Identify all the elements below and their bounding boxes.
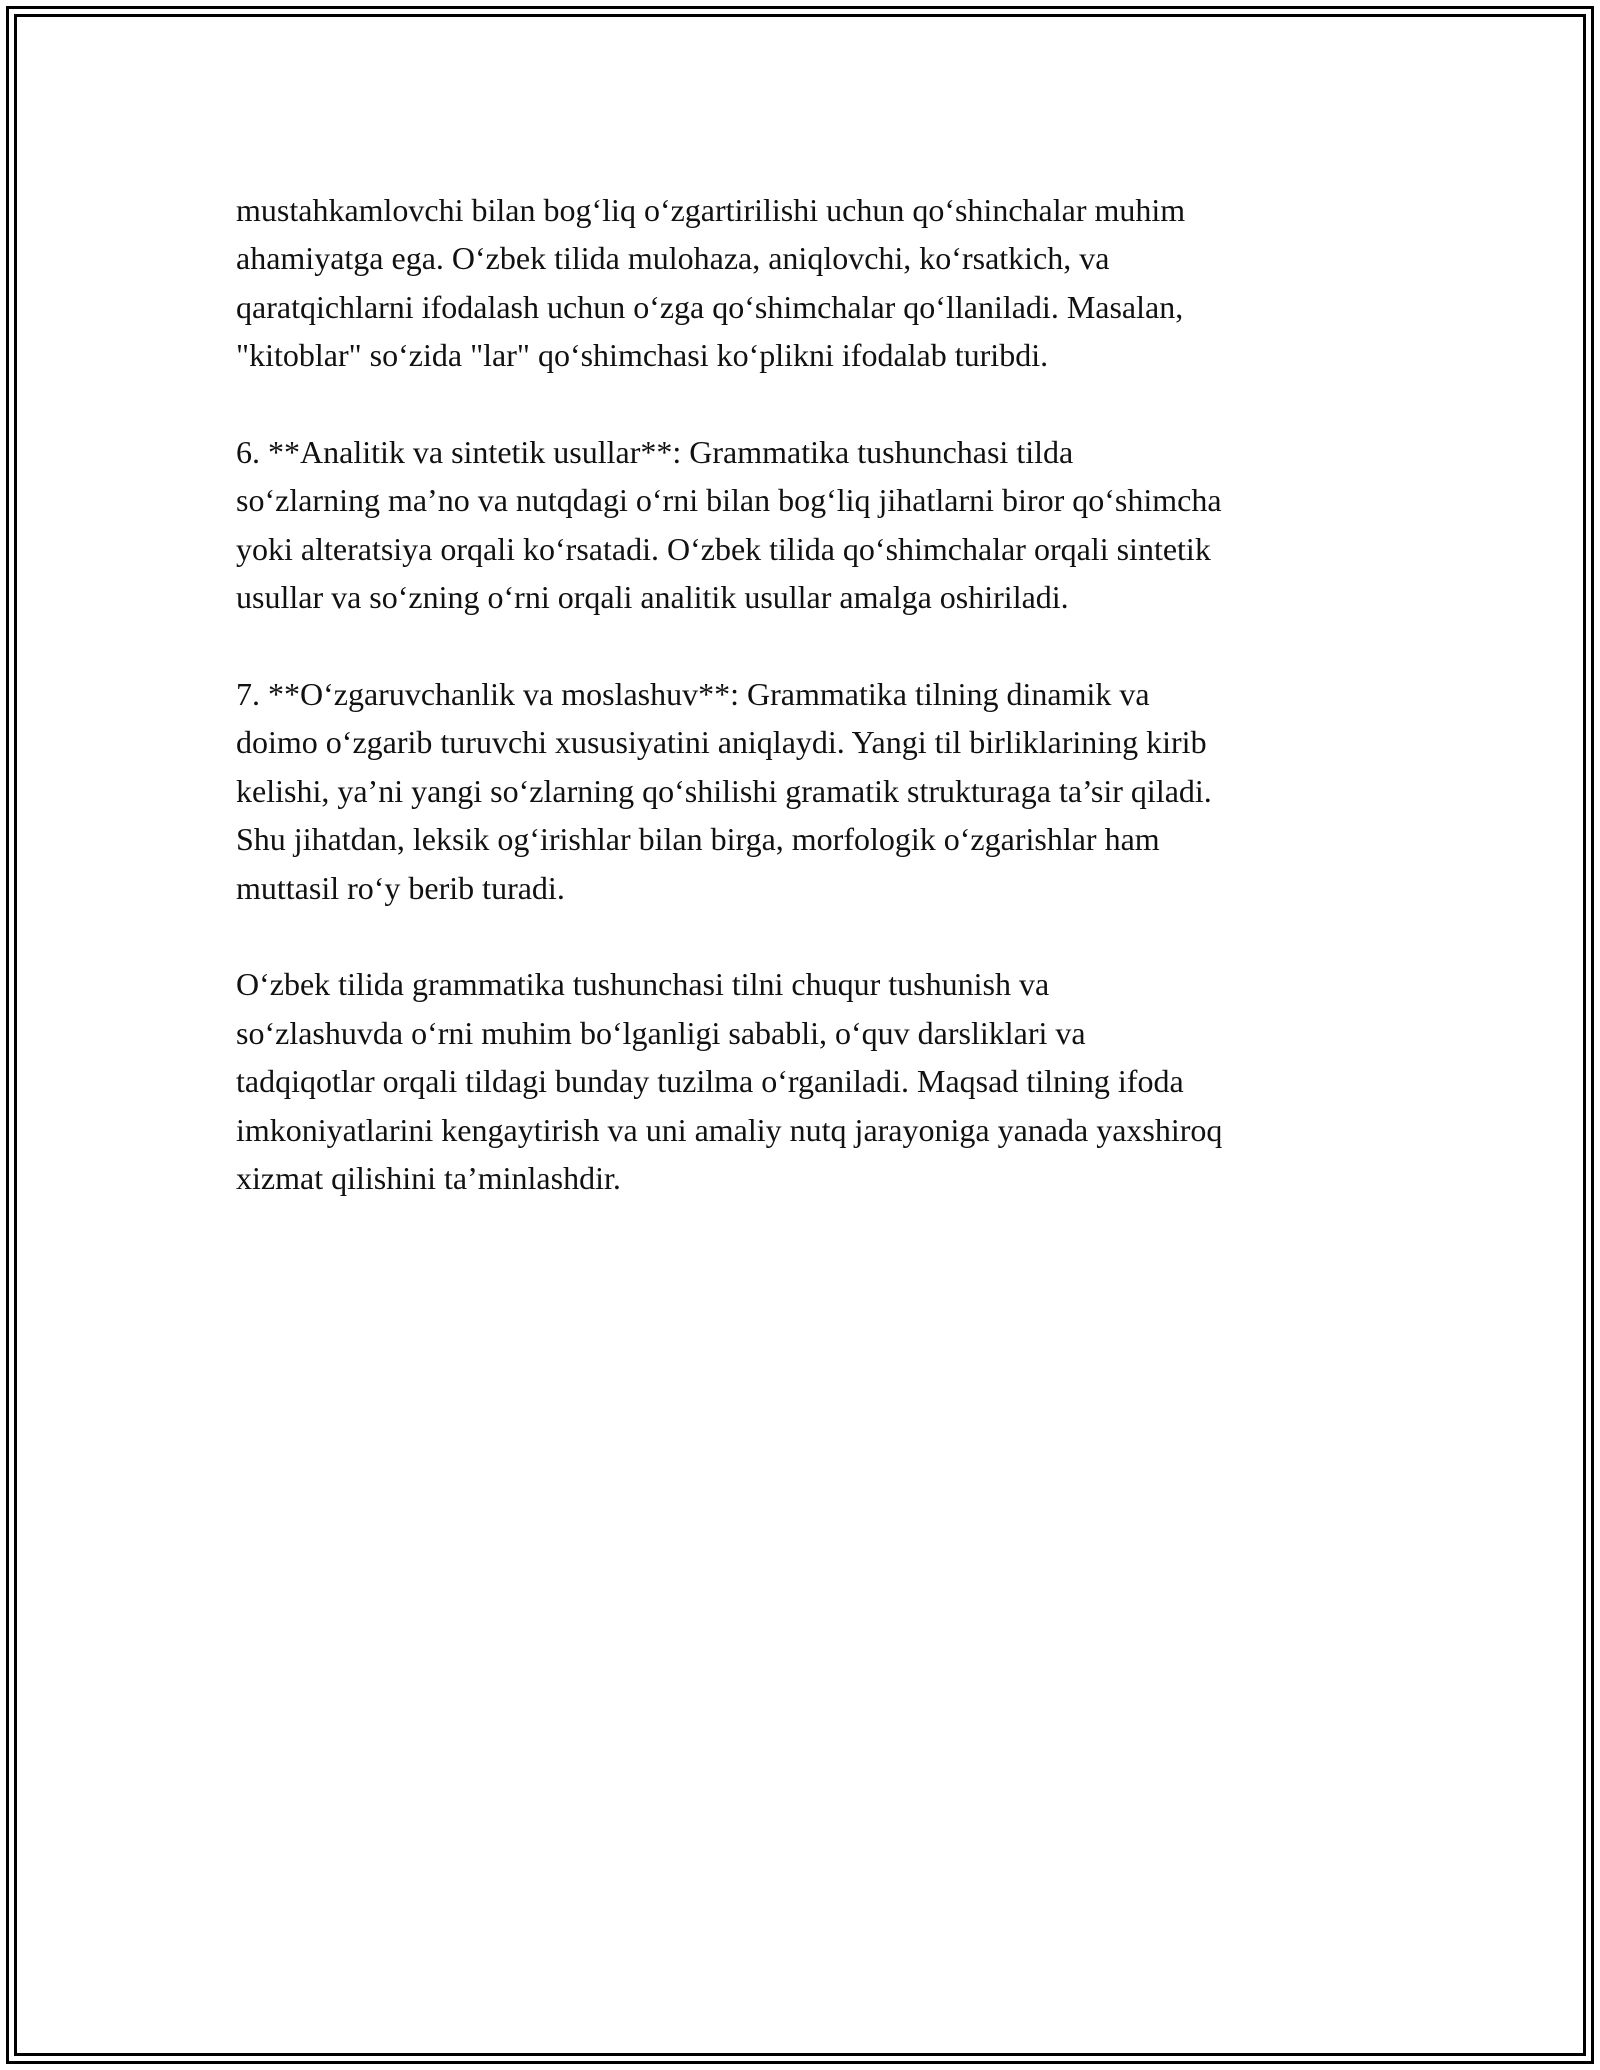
paragraph-conclusion: O‘zbek tilida grammatika tushunchasi tilni chuqur tushunish va so‘zlashuvda o‘rni muhim bo‘lganligi sababli, o‘quv darsliklari va tadqiqotlar orqali tildagi bunday tuzilma o‘rganiladi. Maqsad tilning ifoda imkoniyatlarini kengaytirish va uni amaliy nutq jarayoniga yanada yaxshiroq xizmat qilishini ta’minlashdir. bbox=[236, 966, 1223, 1197]
paragraph-variability: 7. **O‘zgaruvchanlik va moslashuv**: Grammatika tilning dinamik va doimo o‘zgarib turuvchi xususiyatini aniqlaydi. Yangi til birliklarining kirib kelishi, ya’ni yangi so‘zlarning qo‘shilishi gramatik strukturaga ta’sir qiladi. Shu jihatdan, leksik og‘irishlar bilan birga, morfologik o‘zgarishlar ham muttasil ro‘y berib turadi. bbox=[236, 676, 1212, 906]
paragraph-morphology-continued: mustahkamlovchi bilan bog‘liq o‘zgartirilishi uchun qo‘shinchalar muhim ahamiyatga ega. O‘zbek tilida mulohaza, aniqlovchi, ko‘rsatkich, va qaratqichlarni ifodalash uchun o‘zga qo‘shimchalar qo‘llaniladi. Masalan, "kitoblar" so‘zida "lar" qo‘shimchasi ko‘plikni ifodalab turibdi. bbox=[236, 192, 1186, 374]
document-body bbox=[236, 186, 1386, 1251]
paragraph-analytic-synthetic: 6. **Analitik va sintetik usullar**: Grammatika tushunchasi tilda so‘zlarning ma’no va nutqdagi o‘rni bilan bog‘liq jihatlarni biror qo‘shimcha yoki alteratsiya orqali ko‘rsatadi. O‘zbek tilida qo‘shimchalar orqali sintetik usullar va so‘zning o‘rni orqali analitik usullar amalga oshiriladi. bbox=[236, 434, 1222, 616]
